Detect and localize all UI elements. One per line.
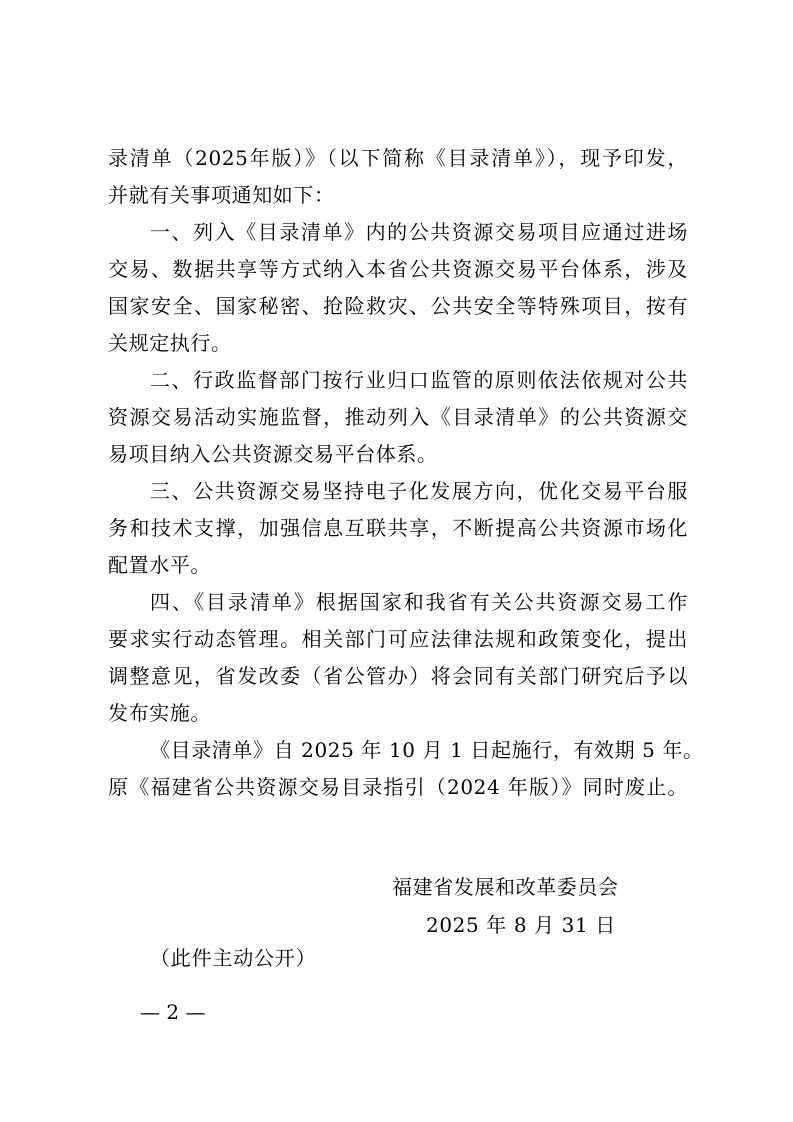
body-line: 一、列入《目录清单》内的公共资源交易项目应通过进场 <box>150 220 688 244</box>
body-line: 配置水平。 <box>108 553 211 577</box>
body-line: 国家安全、国家秘密、抢险救灾、公共安全等特殊项目，按有 <box>108 294 688 318</box>
body-line: 交易、数据共享等方式纳入本省公共资源交易平台体系，涉及 <box>108 257 688 281</box>
body-line: 调整意见，省发改委（省公管办）将会同有关部门研究后予以 <box>108 664 688 688</box>
disclosure-note: （此件主动公开） <box>150 946 317 970</box>
body-line: 原《福建省公共资源交易目录指引（2024 年版）》同时废止。 <box>108 775 688 799</box>
issue-date: 2025 年 8 月 31 日 <box>426 913 616 937</box>
body-line: 资源交易活动实施监督，推动列入《目录清单》的公共资源交 <box>108 405 688 429</box>
body-line: 四、《目录清单》根据国家和我省有关公共资源交易工作 <box>150 590 688 614</box>
body-line: 二、行政监督部门按行业归口监管的原则依法依规对公共 <box>150 368 688 392</box>
issuing-organization: 福建省发展和改革委员会 <box>392 875 619 899</box>
body-line: 录清单（2025年版）》（以下简称《目录清单》），现予印发， <box>108 146 688 170</box>
body-line: 发布实施。 <box>108 701 211 725</box>
signature-block <box>392 868 652 944</box>
body-line: 易项目纳入公共资源交易平台体系。 <box>108 442 438 466</box>
page-number: — 2 — <box>140 1000 206 1024</box>
body-line: 关规定执行。 <box>108 331 232 355</box>
body-line: 务和技术支撑，加强信息互联共享，不断提高公共资源市场化 <box>108 516 688 540</box>
body-line: 要求实行动态管理。相关部门可应法律法规和政策变化，提出 <box>108 627 688 651</box>
document-body <box>108 140 704 806</box>
body-line: 并就有关事项通知如下： <box>108 183 335 207</box>
body-line: 三、公共资源交易坚持电子化发展方向，优化交易平台服 <box>150 479 688 503</box>
body-line: 《目录清单》自 2025 年 10 月 1 日起施行，有效期 5 年。 <box>150 738 704 762</box>
